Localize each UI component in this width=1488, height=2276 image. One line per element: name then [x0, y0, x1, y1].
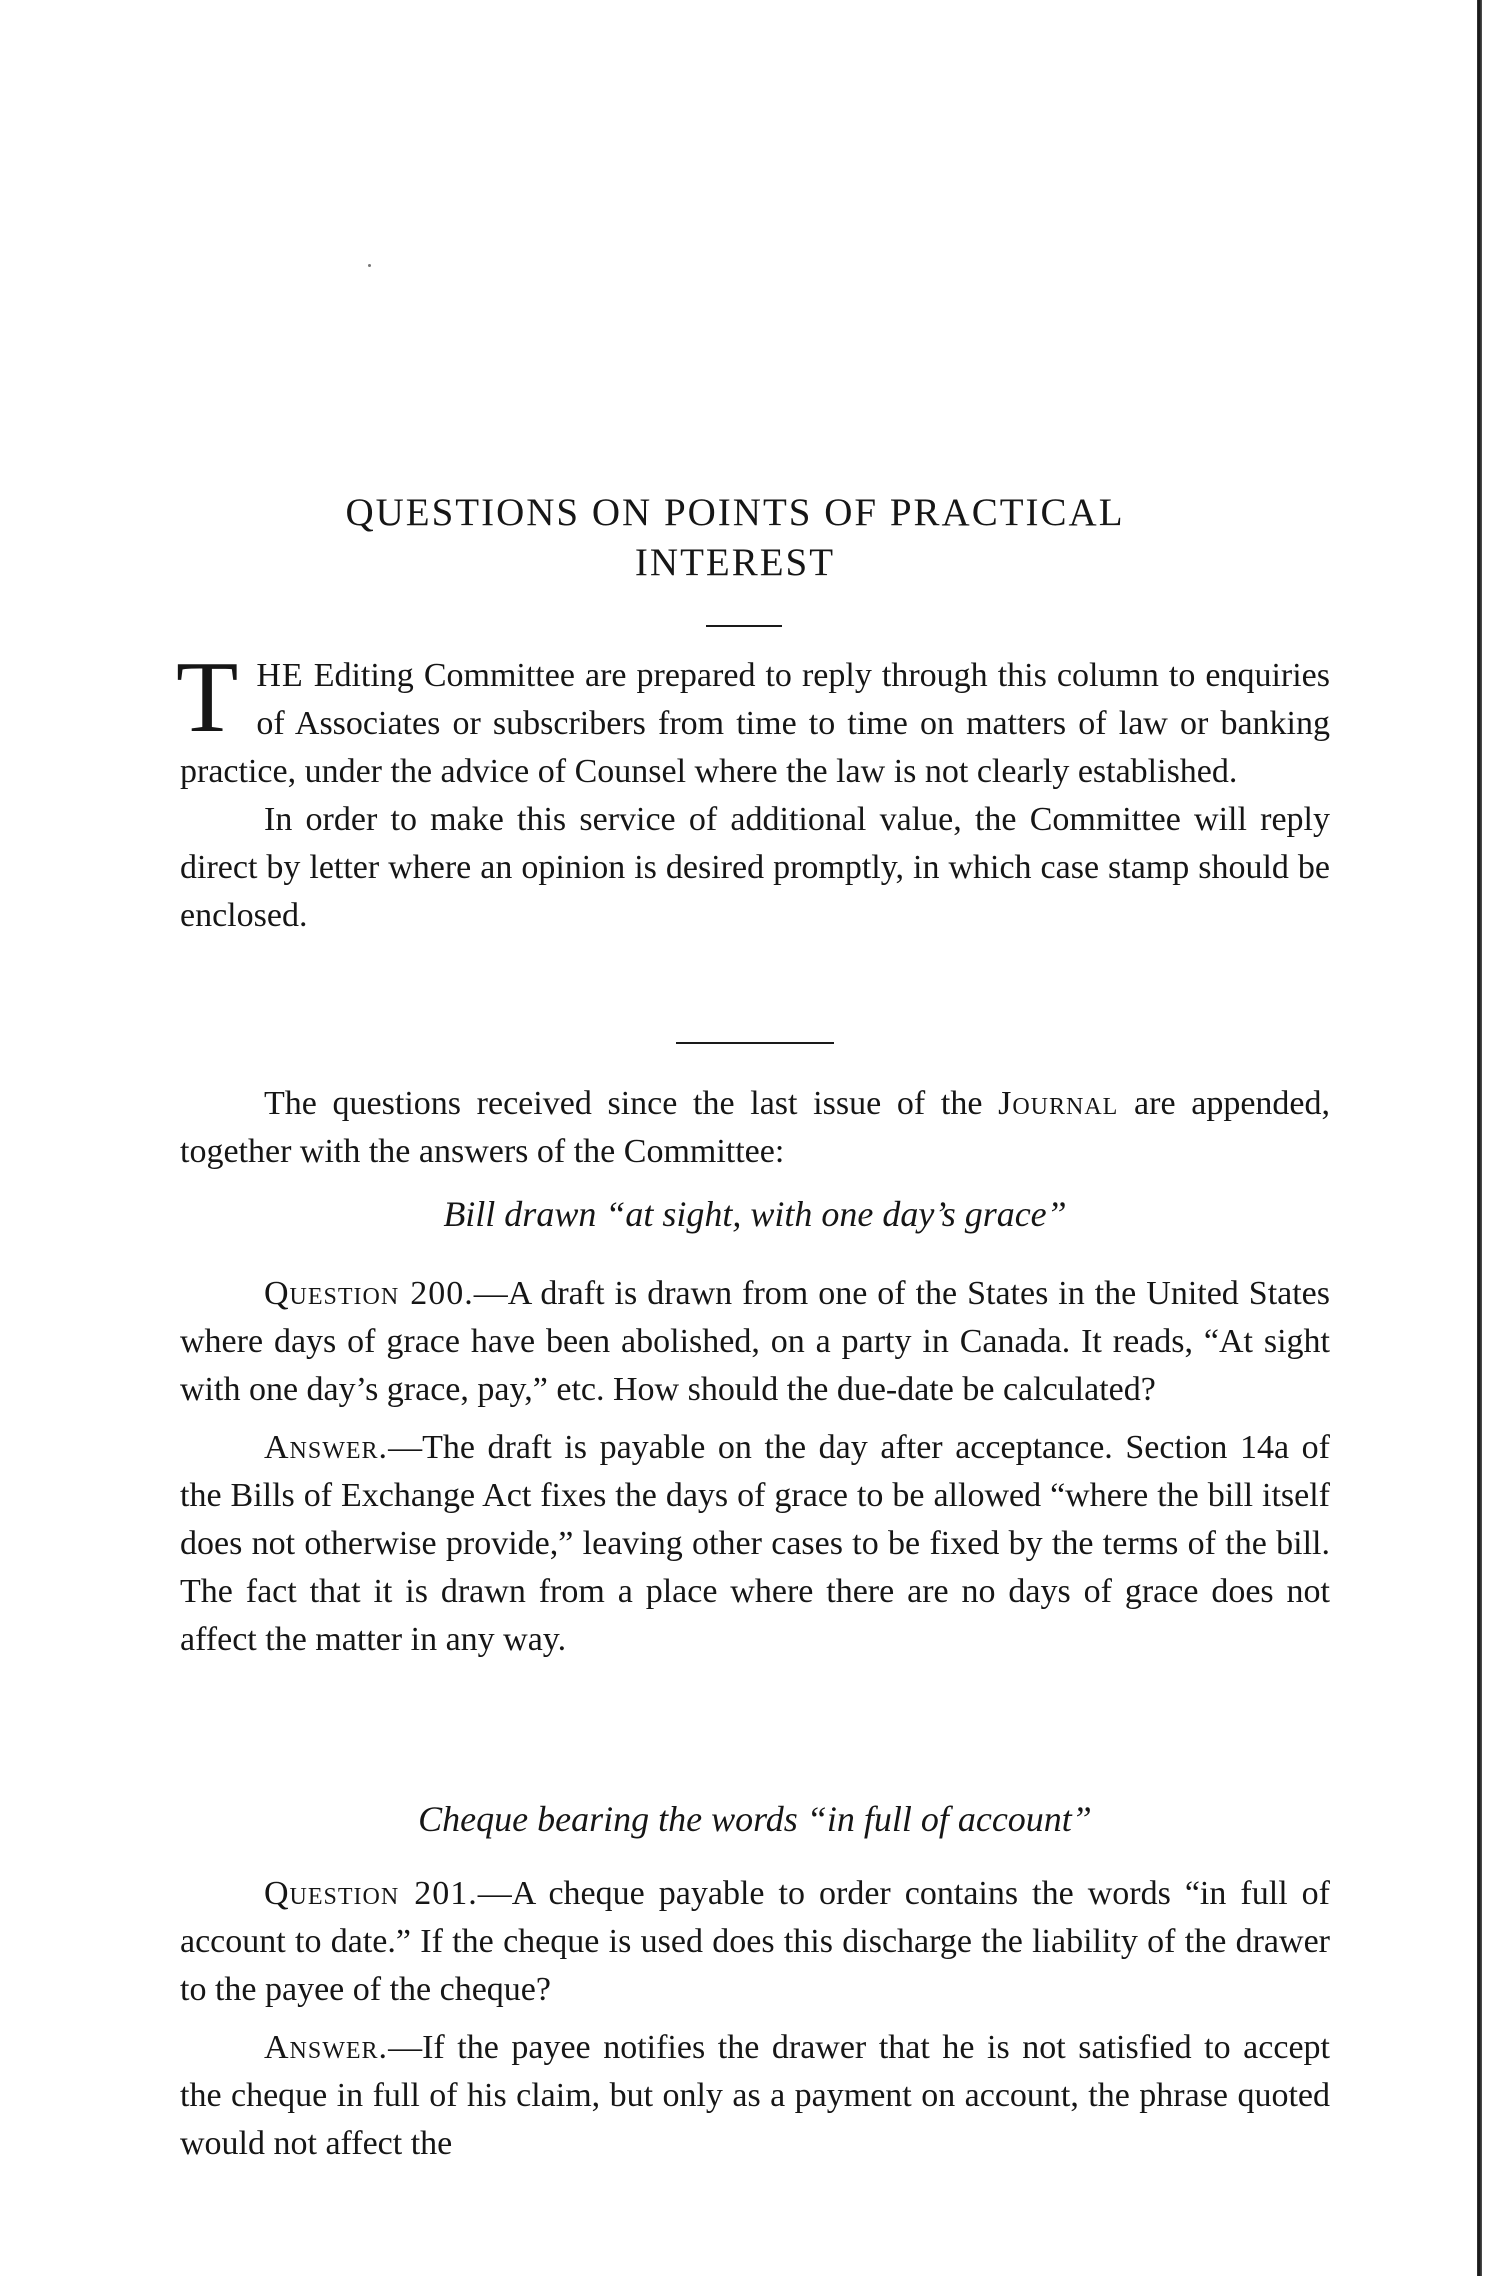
intro-paragraph-1-text: Editing Committee are prepared to reply through this column to enquiries of Associates or subscribers from time to time on matters of law or banking practice, under the advice of Counsel where the law is not clearly established. — [180, 657, 1331, 790]
question-200-block — [180, 1270, 1330, 1664]
page-title — [180, 488, 1290, 588]
appended-note — [180, 1080, 1330, 1176]
question-201-text: —A cheque payable to order contains the words “in full of account to date.” If the cheque is used does this discharge the liability of the drawer to the payee of the cheque? — [180, 1875, 1330, 2008]
section-heading-bill-at-sight: Bill drawn “at sight, with one day’s grace” — [443, 1194, 1067, 1234]
intro-paragraph-2: In order to make this service of additional value, the Committee will reply direct by letter where an opinion is desired promptly, in which case stamp should be enclosed. — [180, 801, 1330, 934]
question-200-text: —A draft is drawn from one of the States in the United States where days of grace have been abolished, on a party in Canada. It reads, “At sight with one day’s grace, pay,” etc. How should the due-date be calculated? — [180, 1275, 1330, 1408]
page-title-line-1: QUESTIONS ON POINTS OF PRACTICAL — [345, 491, 1125, 534]
appended-paragraph — [180, 1080, 1330, 1176]
journal-name: Journal — [998, 1085, 1119, 1122]
question-201 — [180, 1870, 1330, 2014]
answer-201-text: —If the payee notifies the drawer that he is not satisfied to accept the cheque in full of his claim, but only as a payment on account, the phrase quoted would not affect the — [180, 2029, 1330, 2162]
intro-first-word: HE — [256, 657, 304, 694]
question-201-label: Question 201. — [264, 1875, 478, 1912]
intro-section — [176, 641, 1331, 940]
question-200-label: Question 200. — [264, 1275, 474, 1312]
section-divider — [676, 1042, 834, 1044]
answer-200-text: —The draft is payable on the day after acceptance. Section 14a of the Bills of Exchange Act fixes the days of grace to be allowed “where the bill itself does not otherwise provide,” leaving other cases to be fixed by the terms of the bill. The fact that it is drawn from a place where there are no days of grace does not affect the matter in any way. — [180, 1429, 1330, 1658]
answer-200-label: Answer. — [264, 1429, 389, 1466]
answer-201 — [180, 2024, 1330, 2168]
appended-text-before: The questions received since the last issue of the — [264, 1085, 983, 1122]
question-200 — [180, 1270, 1330, 1414]
question-201-block — [180, 1870, 1330, 2168]
paper-speck — [368, 264, 371, 267]
title-divider — [706, 625, 782, 627]
section-heading-cheque-full-account: Cheque bearing the words “in full of account” — [418, 1799, 1092, 1839]
page-edge-shadow — [1477, 0, 1482, 2276]
drop-cap: T — [176, 641, 239, 754]
page-title-line-2: INTEREST — [634, 541, 836, 584]
intro-paragraph-1 — [176, 641, 1331, 796]
appended-text-after: are appended, together with the answers of the Committee: — [180, 1085, 1330, 1170]
answer-201-label: Answer. — [264, 2029, 389, 2066]
answer-200 — [180, 1424, 1330, 1664]
